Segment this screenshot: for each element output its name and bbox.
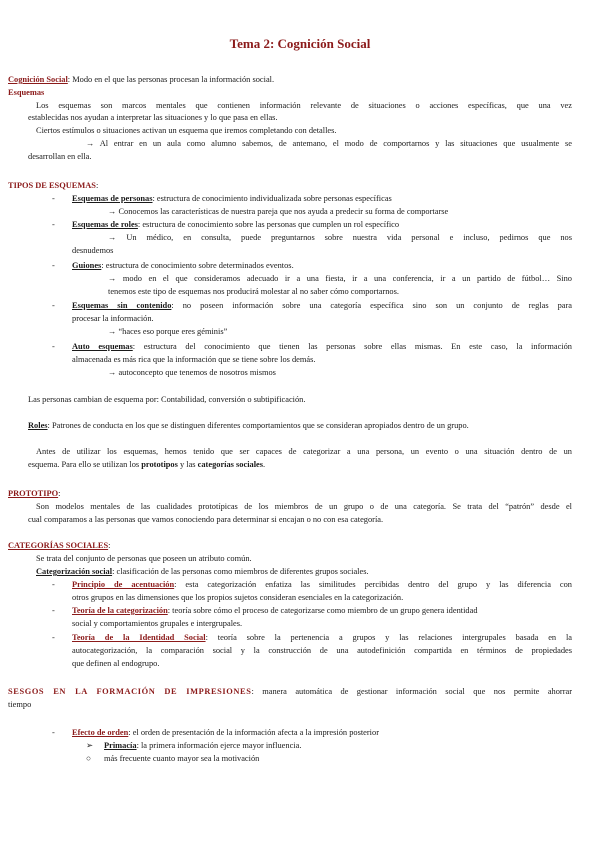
categorias-heading: CATEGORÍAS SOCIALES — [8, 541, 109, 550]
esquemas-ex1a: → Al entrar en un aula como alumno sabemos, de antemano, el modo de comportarnos y las situaciones que usualmente se — [86, 139, 572, 148]
prototipo-a: Son modelos mentales de las cualidades prototípicas de los miembros de un grupo o de una categoría. Se trata del “patrón” desde el — [36, 502, 572, 511]
intro-term: Cognición Social — [8, 75, 68, 84]
esquemas-p1b: establecidas nos ayudan a interpretar las situaciones y lo que pasa en ellas. — [28, 113, 278, 122]
antes-a: Antes de utilizar los esquemas, hemos tenido que ser capaces de categorizar a una persona, un evento o una situación dentro de un — [36, 447, 572, 456]
list-dash: - — [52, 194, 55, 203]
tipo-guiones: Guiones: estructura de conocimiento sobre determinados eventos. — [72, 261, 294, 270]
circle-bullet-icon: ○ — [86, 754, 92, 763]
tipo-guiones-ex1: → modo en el que consideramos adecuado ir a una fiesta, ir a una conferencia, ir a un partido de fútbol… Sino — [108, 274, 572, 283]
arrowhead-bullet-icon: ➢ — [86, 741, 94, 750]
roles-line: Roles: Patrones de conducta en los que se distinguen diferentes comportamientos que se consideran apropiados dentro de un grupo. — [28, 421, 469, 430]
categorizacion-social: Categorización social: clasificación de las personas como miembros de diferentes grupos sociales. — [36, 567, 369, 576]
intro-line — [8, 74, 274, 85]
tipos-heading: TIPOS DE ESQUEMAS — [8, 181, 96, 190]
list-dash: - — [52, 606, 55, 615]
tipo-auto: Auto esquemas: estructura del conocimiento que tienen las personas sobre ellas mismas. En este caso, la información — [72, 342, 572, 351]
prototipo-b: cual comparamos a las personas que vamos conociendo para determinar si encajan o no con esa categoría. — [28, 515, 384, 524]
sesgos-tiempo: tiempo — [8, 700, 32, 709]
esquemas-p1a: Los esquemas son marcos mentales que contienen información relevante de situaciones o acciones específicas, que una vez — [36, 101, 572, 110]
tipo-auto-ex: → autoconcepto que tenemos de nosotros mismos — [108, 368, 276, 377]
list-dash: - — [52, 580, 55, 589]
tipo-roles: Esquemas de roles: estructura de conocimiento sobre las personas que cumplen un rol específico — [72, 220, 400, 229]
teoria-identidad-social: Teoría de la Identidad Social: teoría sobre la pertenencia a grupos y las relaciones intergrupales basada en la — [72, 633, 573, 642]
sesgos-line: SESGOS EN LA FORMACIÓN DE IMPRESIONES: manera automática de gestionar información social que nos permite ahorrar — [8, 687, 572, 696]
intro-def: : Modo en el que las personas procesan la información social. — [67, 75, 275, 84]
tipo-roles-ex1: → Un médico, en consulta, puede preguntarnos sobre nuestra vida personal e incluso, pedirnos que nos — [108, 233, 572, 242]
primacia: Primacía: la primera información ejerce mayor influencia. — [104, 741, 302, 750]
sesgos-heading: SESGOS EN LA FORMACIÓN DE IMPRESIONES — [8, 687, 252, 696]
tipo-sin-contenido-2: procesar la información. — [72, 314, 154, 323]
prototipo-heading-line: PROTOTIPO: — [8, 489, 61, 498]
tipo-sin-contenido-ex: → “haces eso porque eres géminis” — [108, 327, 228, 336]
list-dash: - — [52, 728, 55, 737]
list-dash: - — [52, 301, 55, 310]
teoria-identidad-social-2: autocategorización, la comparación social y la construcción de una autodefinición compartida en términos de propiedades — [72, 646, 572, 655]
tipos-heading-line: TIPOS DE ESQUEMAS: — [8, 181, 99, 190]
antes-b: esquema. Para ello se utilizan los prototipos y las categorías sociales. — [28, 460, 266, 469]
efecto-orden: Efecto de orden: el orden de presentación de la información afecta a la impresión posterior — [72, 728, 379, 737]
teoria-identidad-social-3: que definen al endogrupo. — [72, 659, 160, 668]
list-dash: - — [52, 633, 55, 642]
teoria-categorizacion-2: social y comportamientos grupales e intergrupales. — [72, 619, 243, 628]
principio-acentuacion: Principio de acentuación: esta categorización enfatiza las similitudes percibidas dentro del grupo y las diferencia con — [72, 580, 572, 589]
esquemas-ex1b: desarrollan en ella. — [28, 152, 92, 161]
tipo-sin-contenido: Esquemas sin contenido: no poseen información sobre una categoría específica sino son un conjunto de reglas para — [72, 301, 572, 310]
teoria-categorizacion: Teoría de la categorización: teoría sobre cómo el proceso de categorizarse como miembro de un grupo genera identidad — [72, 606, 478, 615]
tipo-personas-ex: → Conocemos las características de nuestra pareja que nos ayuda a predecir su forma de comportarse — [108, 207, 449, 216]
tipo-auto-2: almacenada es más rica que la información que se tiene sobre los demás. — [72, 355, 316, 364]
tipo-guiones-ex2: tenemos este tipo de esquemas nos producirá molestar al no saber cómo comportarnos. — [108, 287, 399, 296]
list-dash: - — [52, 261, 55, 270]
esquemas-heading: Esquemas — [8, 88, 45, 97]
categorias-heading-line: CATEGORÍAS SOCIALES: — [8, 541, 111, 550]
list-dash: - — [52, 220, 55, 229]
cambio-esquema: Las personas cambian de esquema por: Contabilidad, conversión o subtipificación. — [28, 395, 306, 404]
page-title: Tema 2: Cognición Social — [229, 36, 371, 51]
categorias-a: Se trata del conjunto de personas que poseen un atributo común. — [36, 554, 252, 563]
principio-acentuacion-2: otros grupos en las dimensiones que los propios sujetos consideran esenciales en la categorización. — [72, 593, 404, 602]
esquemas-p2: Ciertos estímulos o situaciones activan un esquema que iremos completando con detalles. — [36, 126, 337, 135]
prototipo-heading: PROTOTIPO — [8, 489, 59, 498]
mas-frecuente: más frecuente cuanto mayor sea la motivación — [104, 754, 260, 763]
list-dash: - — [52, 342, 55, 351]
tipo-roles-ex2: desnudemos — [72, 246, 114, 255]
tipo-personas: Esquemas de personas: estructura de conocimiento individualizada sobre personas específicas — [72, 194, 392, 203]
